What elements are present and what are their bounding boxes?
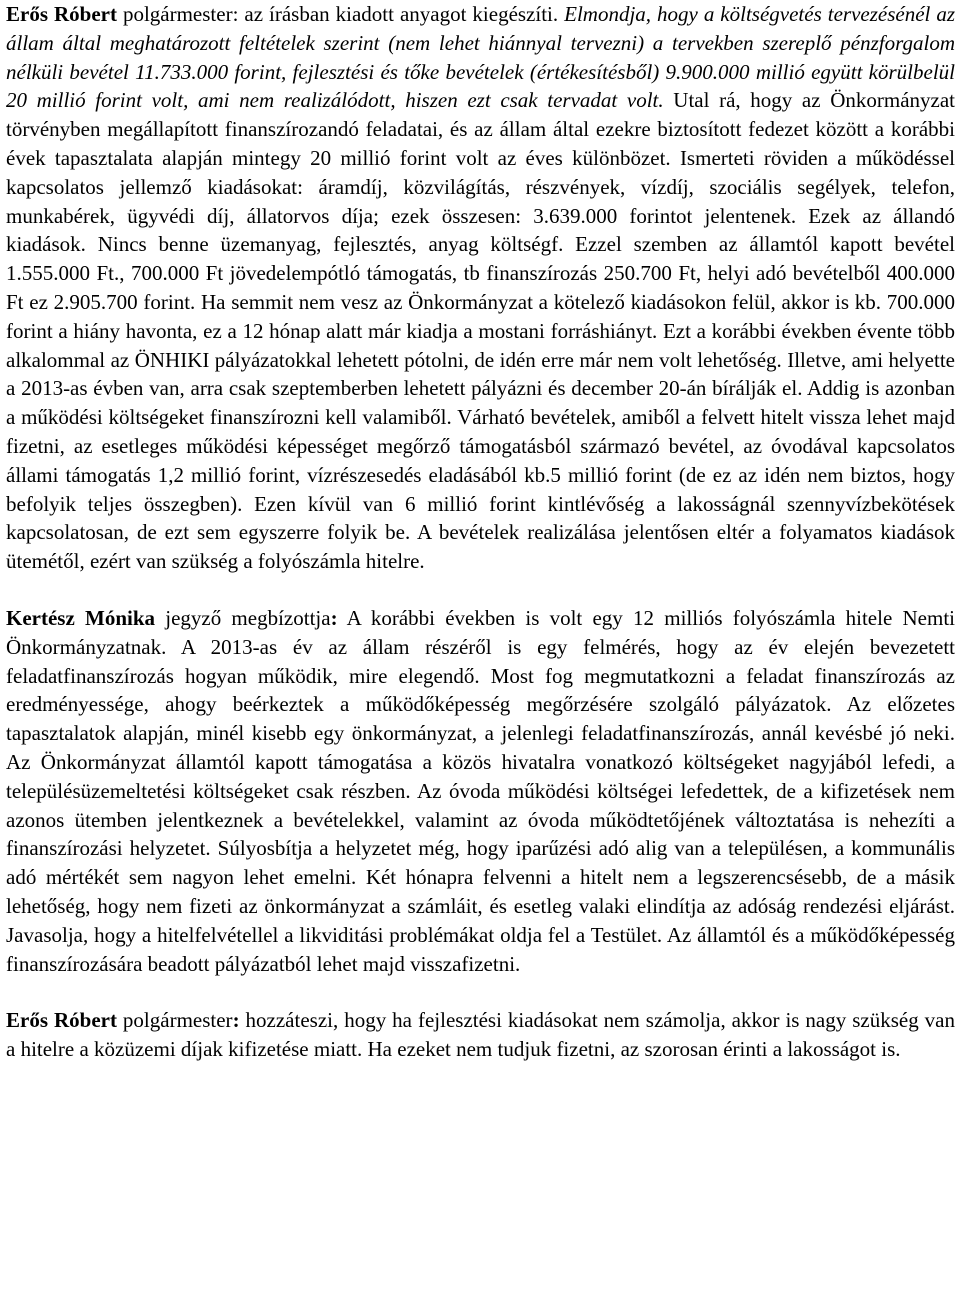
speaker-role: polgármester: az írásban kiadott anyagot kiegészíti.: [116, 2, 565, 26]
speaker-role: jegyző megbízottja: [155, 605, 331, 630]
paragraph-text: hozzáteszi, hogy ha fejlesztési kiadásokat nem számolja, akkor is nagy szükség van a hitelre a közüzemi díjak kifizetése miatt. Ha ezeket nem tudjuk fizetni, az szorosan érinti a lakosságot is.: [6, 1008, 955, 1062]
speaker-name: Erős Róbert: [6, 1008, 117, 1033]
speaker-colon: :: [330, 605, 338, 630]
speaker-colon: :: [232, 1008, 240, 1033]
speaker-name: Erős Róbert: [6, 2, 117, 26]
document-page: [6, 0, 955, 1064]
speaker-name: Kertész Mónika: [6, 605, 156, 630]
paragraph-text: Utal rá, hogy az Önkormányzat törvényben megállapított finanszírozandó feladatai, és az állam által ezekre biztosított fedezet között a korábbi évek tapasztalata alapján mintegy 20 millió forint volt az éves különbözet. Ismerteti röviden a működéssel kapcsolatos jellemző kiadásokat: áramdíj, közvilágítás, részvények, vízdíj, szociális segélyek, telefon, munkabérek, ügyvédi díj, állatorvos díja; ezek összesen: 3.639.000 forintot jelentenek. Ezek az állandó kiadások. Nincs benne üzemanyag, fejlesztés, anyag költségf. Ezzel szemben az államtól kapott bevétel 1.555.000 Ft., 700.000 Ft jövedelempótló támogatás, tb finanszírozás 250.700 Ft, helyi adó bevételből 400.000 Ft ez 2.905.700 forint. Ha semmit nem vesz az Önkormányzat a kötelező kiadásokon felül, akkor is kb. 700.000 forint a hiány havonta, ez a 12 hónap alatt már kiadja a mostani forráshiányt. Ezt a korábbi években évente több alkalommal az ÖNHIKI pályázatokkal lehetett pótolni, de idén erre már nem volt lehetőség. Illetve, ami helyette a 2013-as évben van, arra csak szeptemberben lehetett pályázni és december 20-án bírálják el. Addig is azonban a működési költségeket finanszírozni kell valamiből. Várható bevételek, amiből a felvett hitelt vissza lehet majd fizetni, az esetleges működési képességet megőrző támogatásból származó bevétel, az óvodával kapcsolatos állami támogatás 1,2 millió forint, vízrészesedés eladásából kb.5 millió forint (de ez az idén nem biztos, hogy befolyik teljes összegben). Ezen kívül van 6 millió forint kintlévőség a lakosságnál szennyvízbekötések kapcsolatosan, de ezt sem egyszerre folyik be. A bevételek realizálása jelentősen eltér a folyamatos kiadások ütemétől, ezért van szükség a folyószámla hitelre.: [6, 88, 955, 574]
paragraph-mayor-addition: [6, 1006, 955, 1064]
paragraph-mayor-statement: [6, 0, 955, 576]
paragraph-notary-statement: [6, 604, 955, 978]
paragraph-text: A korábbi években is volt egy 12 milliós folyószámla hitele Nemti Önkormányzatnak. A 2013-as év az állam részéről is egy felmérés, hogy az év elején bevezetett feladatfinanszírozás hogyan működik, mire elegendő. Most fog megmutatkozni a feladat finanszírozás az eredményessége, ahogy beérkeztek a működőképesség megőrzésére szolgáló pályázatok. Az előzetes tapasztalatok alapján, minél kisebb egy önkormányzat, a jelenlegi feladatfinanszírozás, annál kevésbé jó neki. Az Önkormányzat államtól kapott támogatása a közös hivatalra vonatkozó költségeket nagyjából lefedi, a településüzemeltetési költségeket csak részben. Az óvoda működési költségei lefedettek, de a kifizetések nem azonos ütemben jelentkeznek a bevételekkel, valamint az óvoda működtetőjének változtatása is nehezíti a finanszírozási helyzetet. Súlyosbítja a helyzetet még, hogy iparűzési adó alig van a településen, a kommunális adó mértékét sem nagyon lehet emelni. Két hónapra felvenni a hitelt nem a legszerencsésebb, de a másik lehetőség, hogy nem fizeti az önkormányzat a számláit, és esetleg valaki elindítja az adóság rendezési eljárást. Javasolja, hogy a hitelfelvétellel a likviditási problémákat oldja fel a Testület. Az államtól és a működőképesség finanszírozására beadott pályázatból lehet majd visszafizetni.: [6, 605, 955, 976]
italic-passage: Elmondja, hogy a költségvetés tervezésénél az állam által meghatározott feltételek szerint (nem lehet hiánnyal tervezni) a tervekben szereplő pénzforgalom nélküli bevétel 11.733.000 forint, fejlesztési és tőke bevételek (értékesítésből) 9.900.000 millió együtt körülbelül 20 millió forint volt, ami nem realizálódott, hiszen ezt csak tervadat volt.: [6, 2, 956, 113]
speaker-role: polgármester: [116, 1008, 233, 1033]
